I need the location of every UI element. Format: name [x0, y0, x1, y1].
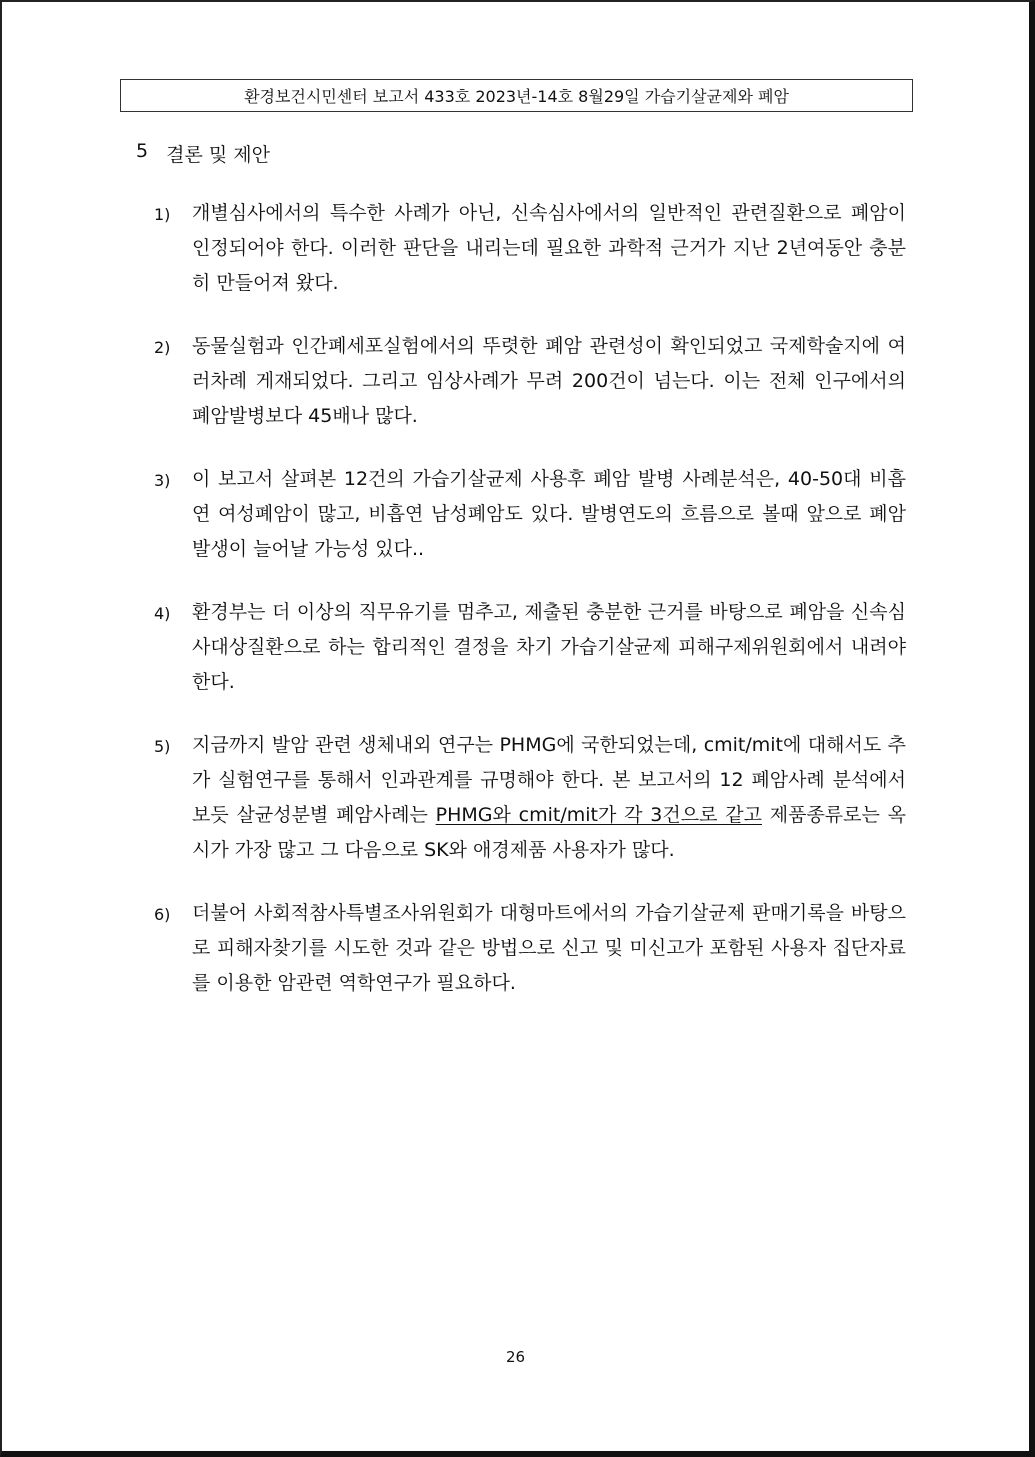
- list-item-text: 환경부는 더 이상의 직무유기를 멈추고, 제출된 충분한 근거를 바탕으로 폐암을 신속심사대상질환으로 하는 합리적인 결정을 차기 가습기살균제 피해구제위원회에서 내려야 한다.: [192, 601, 906, 693]
- list-item-text: 동물실험과 인간폐세포실험에서의 뚜렷한 폐암 관련성이 확인되었고 국제학술지에 여러차례 게재되었다. 그리고 임상사례가 무려 200건이 넘는다. 이는 전체 인구에서의 폐암발병보다 45배나 많다.: [192, 335, 906, 427]
- list-item-5: [154, 728, 906, 868]
- list-item-text-part: 제품종류로는 옥시가 가장 많고 그 다음으로 SK와 애경제품 사용자가 많다.: [192, 804, 907, 861]
- list-item-2: [154, 329, 906, 434]
- list-item-text: 이 보고서 살펴본 12건의 가습기살균제 사용후 폐암 발병 사례분석은, 40-50대 비흡연 여성폐암이 많고, 비흡연 남성폐암도 있다. 발병연도의 흐름으로 볼때 앞으로 폐암발생이 늘어날 가능성 있다..: [192, 468, 906, 560]
- list-item-text: [192, 728, 906, 868]
- underlined-text: PHMG와 cmit/mit가 각 3건으로 같고: [435, 804, 762, 826]
- list-item-number: 6): [154, 905, 171, 924]
- list-item-number: 4): [154, 604, 171, 623]
- section-heading: [136, 140, 270, 167]
- list-item-text: 개별심사에서의 특수한 사례가 아닌, 신속심사에서의 일반적인 관련질환으로 폐암이 인정되어야 한다. 이러한 판단을 내리는데 필요한 과학적 근거가 지난 2년여동안 충분히 만들어져 왔다.: [192, 202, 906, 294]
- list-item-3: [154, 462, 906, 567]
- list-item-1: [154, 196, 906, 301]
- list-item-number: 2): [154, 338, 171, 357]
- list-item-6: [154, 896, 906, 1001]
- section-number: 5: [136, 140, 149, 162]
- page-number: 26: [505, 1348, 526, 1366]
- list-item-number: 1): [154, 205, 171, 224]
- report-header: [120, 79, 913, 112]
- list-item-number: 3): [154, 471, 171, 490]
- list-item-4: [154, 595, 906, 700]
- conclusion-list: [154, 196, 906, 1029]
- section-title: 결론 및 제안: [166, 144, 270, 166]
- report-header-text: 환경보건시민센터 보고서 433호 2023년-14호 8월29일 가습기살균제와 폐암: [244, 87, 789, 106]
- list-item-number: 5): [154, 737, 171, 756]
- list-item-text-part: 지금까지 발암 관련 생체내외 연구는 PHMG에 국한되었는데, cmit/mit에 대해서도 추가 실험연구를 통해서 인과관계를 규명해야 한다. 본 보고서의 12 폐암사례 분석에서 보듯 살균성분별 폐암사례는: [192, 734, 906, 826]
- list-item-text: 더불어 사회적참사특별조사위원회가 대형마트에서의 가습기살균제 판매기록을 바탕으로 피해자찾기를 시도한 것과 같은 방법으로 신고 및 미신고가 포함된 사용자 집단자료를 이용한 암관련 역학연구가 필요하다.: [192, 902, 906, 994]
